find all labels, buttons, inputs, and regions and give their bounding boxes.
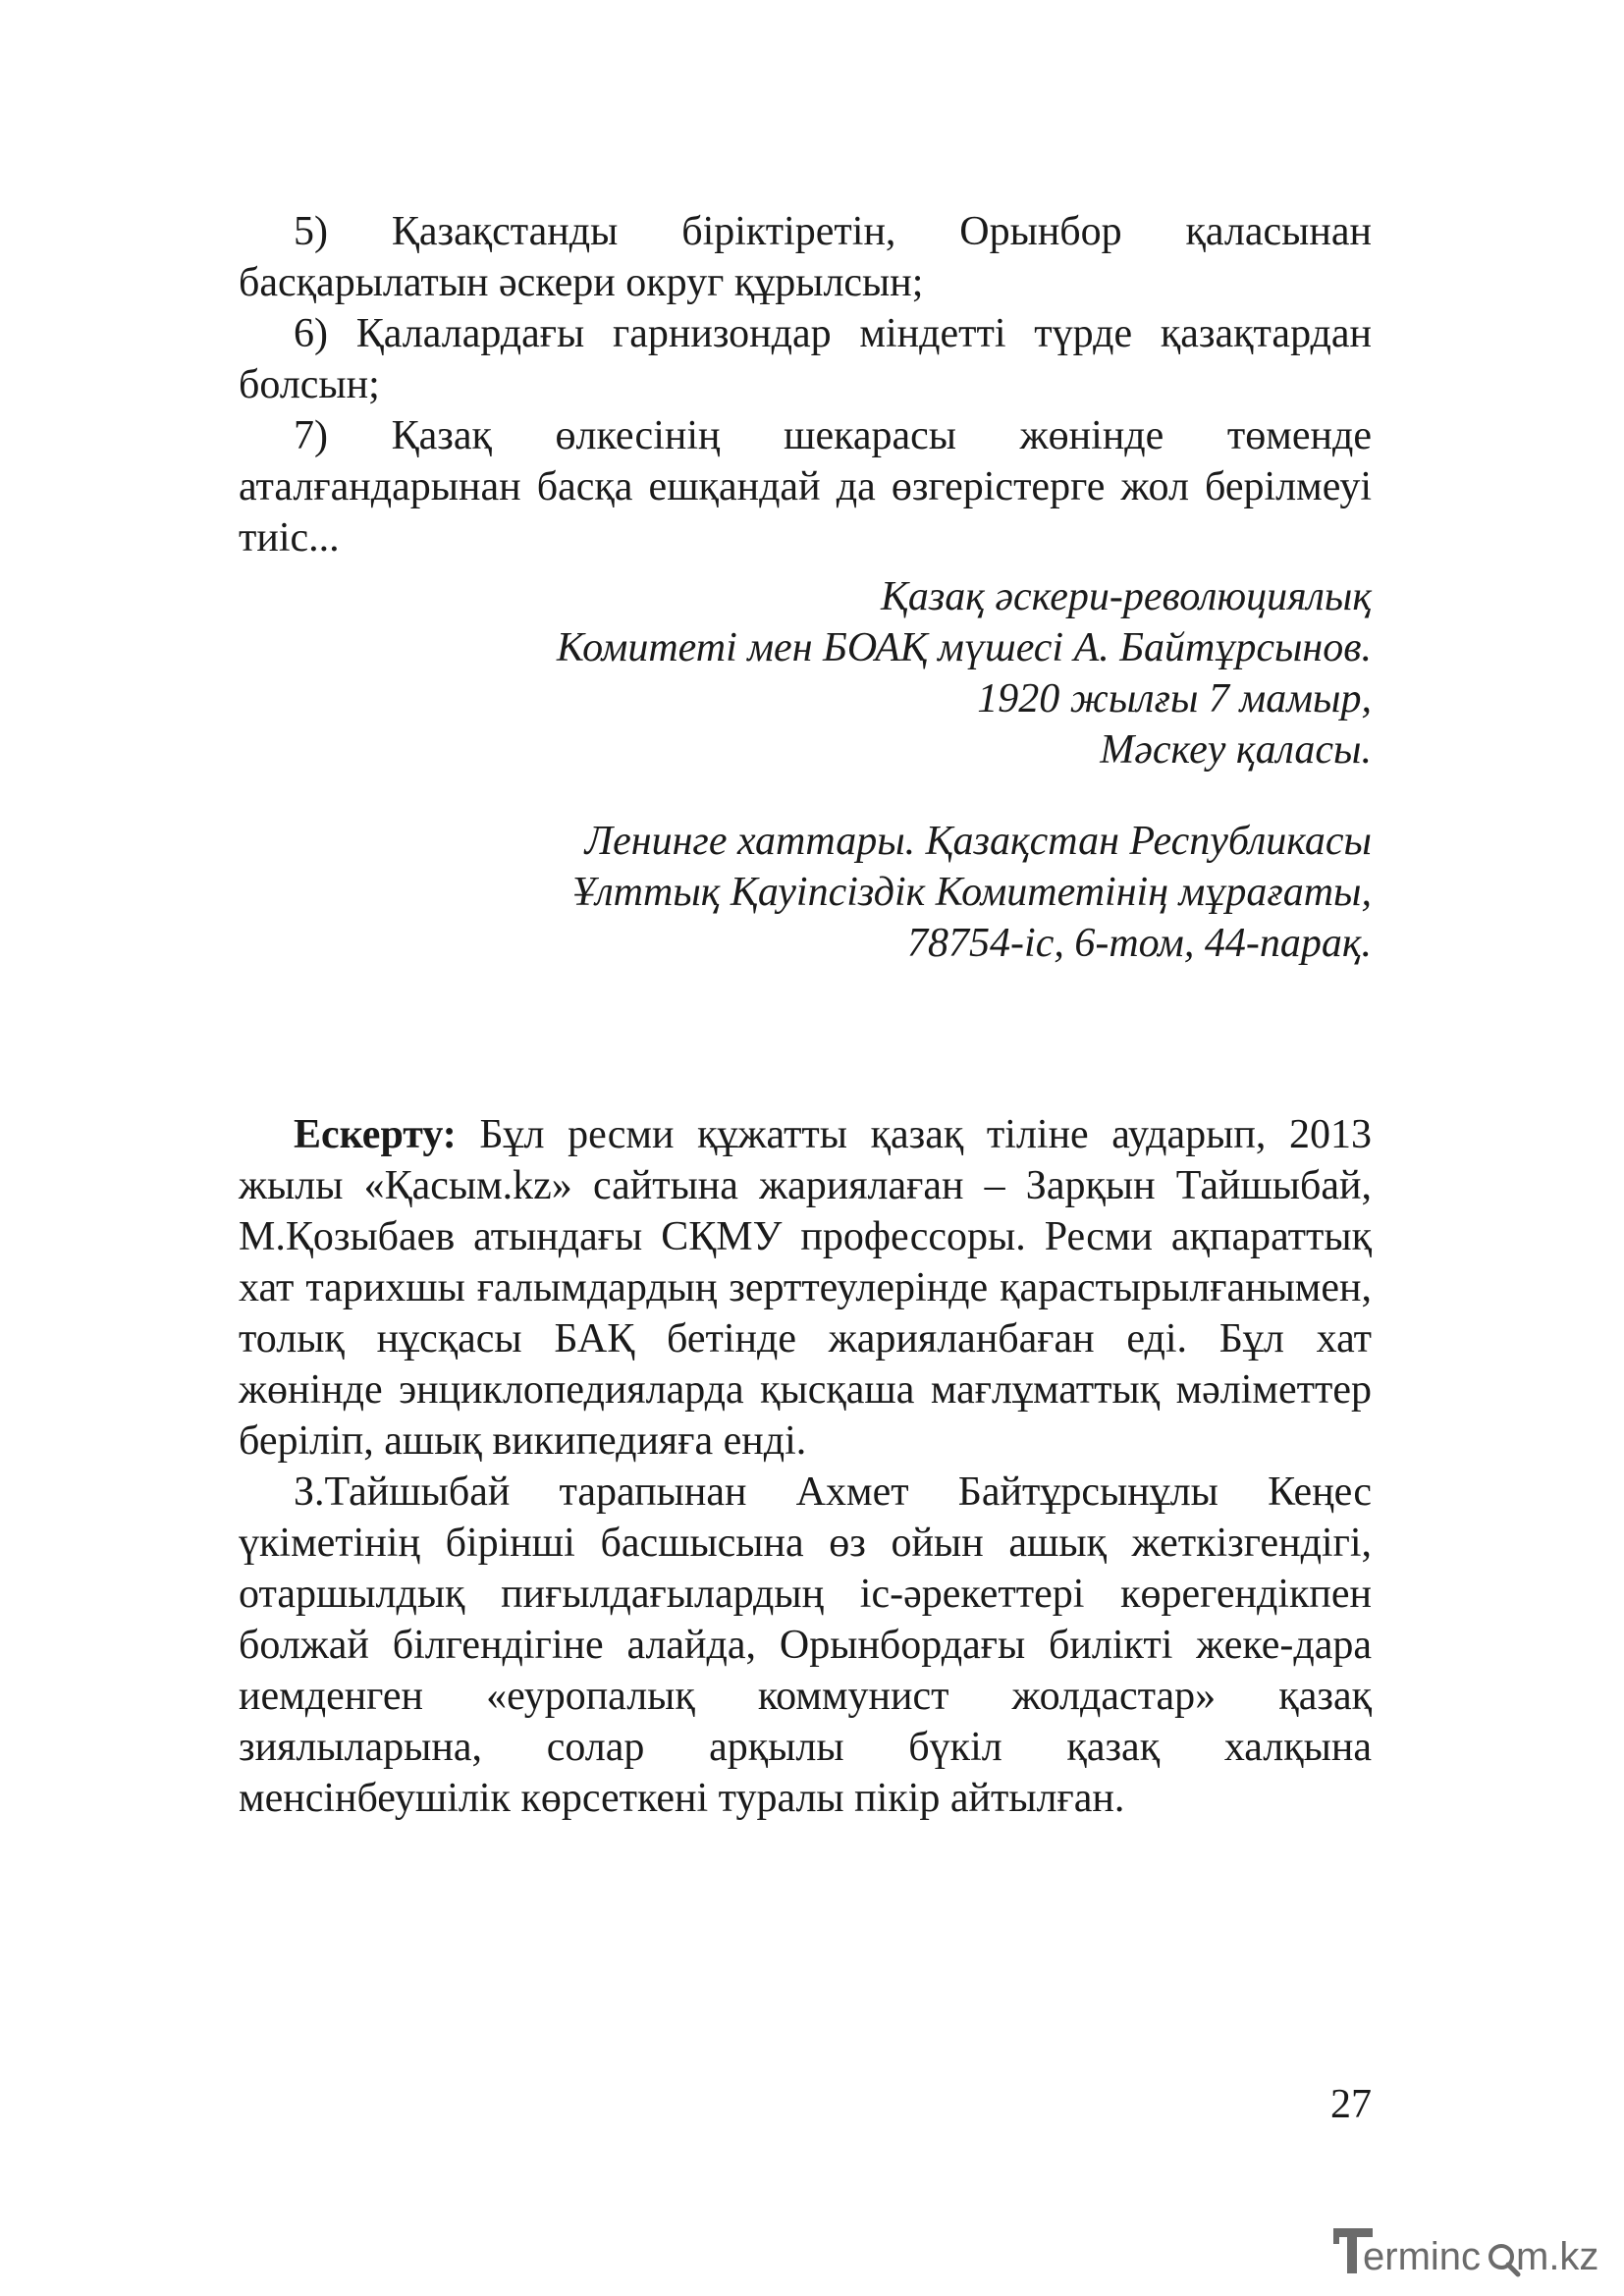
list-item-7: 7) Қазақ өлкесінің шекарасы жөнінде төменде аталғандарынан басқа ешқандай да өзгерістерге жол берілмеуі тиіс... xyxy=(239,413,1372,561)
source-line: Ұлттық Қауіпсіздік Комитетінің мұрағаты, xyxy=(572,870,1372,915)
svg-text:m.kz: m.kz xyxy=(1516,2235,1599,2278)
list-item-5: 5) Қазақстанды біріктіретін, Орынбор қаласынан басқарылатын әскери округ құрылсын; xyxy=(239,209,1372,305)
signature-place: Мәскеу қаласы. xyxy=(1100,727,1372,773)
signature-line: Комитеті мен БОАҚ мүшесі А. Байтұрсынов. xyxy=(556,625,1372,670)
signature-block xyxy=(557,571,1372,775)
source-line: 78754-іс, 6-том, 44-парақ. xyxy=(907,921,1372,966)
body-paragraph: З.Тайшыбай тарапынан Ахмет Байтұрсынұлы Кеңес үкіметінің бірінші басшысына өз ойын ашық жеткізгендігі, отаршылдық пиғылдағылардың іс-әрекеттері көрегендікпен болжай білгендігіне алайда, Орынбордағы билікті жеке-дара иемденген «еуропалық коммунист жолдастар» қазақ зиялыларына, солар арқылы бүкіл қазақ халқына менсінбеушілік көрсеткені туралы пікір айтылған. xyxy=(239,1469,1372,1821)
page-number: 27 xyxy=(1330,2082,1372,2127)
watermark-logo xyxy=(1329,2217,1604,2286)
note-paragraph xyxy=(239,1109,1372,1467)
list-section xyxy=(239,206,1372,563)
termincom-logo-icon xyxy=(1329,2220,1604,2283)
signature-date: 1920 жылғы 7 мамыр, xyxy=(977,676,1372,721)
note-section xyxy=(239,1109,1372,1824)
source-line: Ленинге хаттары. Қазақстан Республикасы xyxy=(584,819,1372,864)
note-text: Бұл ресми құжатты қазақ тіліне аударып, 2013 жылы «Қасым.kz» сайтына жариялаған – Зарқын Тайшыбай, М.Қозыбаев атындағы СҚМУ профессоры. Ресми ақпараттық хат тарихшы ғалымдардың зерттеулерінде қарастырылғанымен, толық нұсқасы БАҚ бетінде жарияланбаған еді. Бұл хат жөнінде энциклопедияларда қысқаша мағлұматтық мәліметтер беріліп, ашық википедияға енді. xyxy=(239,1112,1372,1464)
svg-text:erminc: erminc xyxy=(1363,2235,1482,2278)
signature-line: Қазақ әскери-революциялық xyxy=(880,574,1372,619)
note-label: Ескерту: xyxy=(294,1112,457,1157)
list-item-6: 6) Қалалардағы гарнизондар міндетті түрде қазақтардан болсын; xyxy=(239,311,1372,407)
source-citation xyxy=(572,816,1372,969)
